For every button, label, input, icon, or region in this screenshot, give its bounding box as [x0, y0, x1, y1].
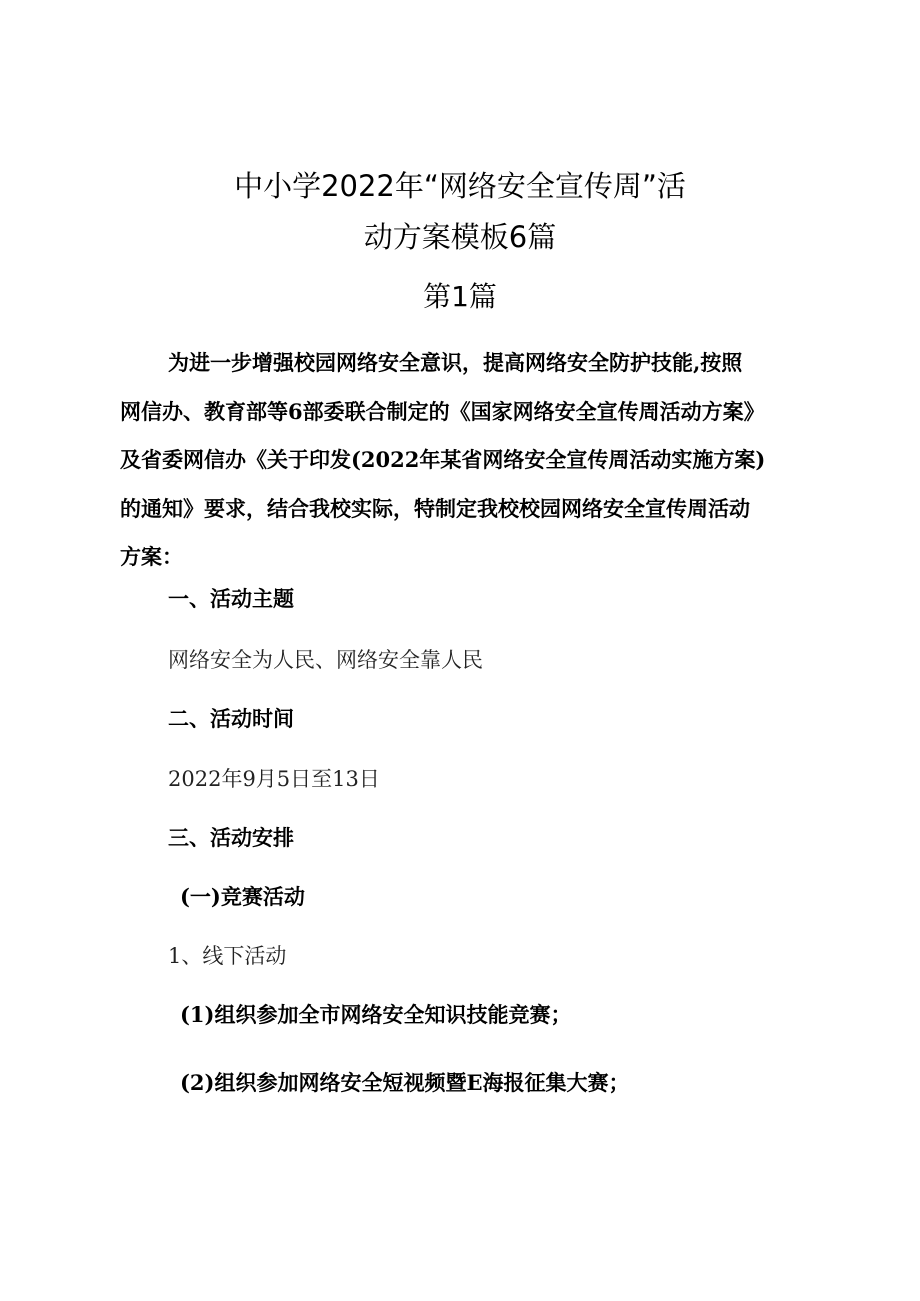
chapter-heading: 第1篇 [423, 280, 497, 313]
document-title-line-1: 中小学2022年“网络安全宣传周”活 [234, 169, 686, 203]
intro-line: 及省委网信办《关于印发(2022年某省网络安全宣传周活动实施方案) [120, 447, 766, 472]
intro-line: 为进一步增强校园网络安全意识，提高网络安全防护技能,按照 [168, 350, 743, 375]
intro-line: 的通知》要求，结合我校实际，特制定我校校园网络安全宣传周活动 [120, 495, 750, 521]
intro-line: 方案： [120, 544, 183, 569]
section-body-theme: 网络安全为人民、网络安全靠人民 [168, 648, 483, 672]
document-title-line-2: 动方案模板6篇 [363, 220, 557, 254]
section-heading-theme: 一、活动主题 [168, 586, 294, 611]
section-heading-time: 二、活动时间 [168, 706, 294, 731]
subsection-heading-competition: (一)竞赛活动 [180, 884, 305, 909]
item-heading-offline: 1、线下活动 [168, 944, 287, 968]
intro-line: 网信办、教育部等6部委联合制定的《国家网络安全宣传周活动方案》 [120, 398, 765, 424]
intro-paragraph [120, 339, 810, 582]
section-body-time: 2022年9月5日至13日 [168, 767, 380, 791]
section-heading-arrangement: 三、活动安排 [168, 825, 294, 850]
list-item: (1)组织参加全市网络安全知识技能竞赛； [180, 1002, 572, 1027]
list-item: (2)组织参加网络安全短视频暨E海报征集大赛； [180, 1070, 630, 1095]
